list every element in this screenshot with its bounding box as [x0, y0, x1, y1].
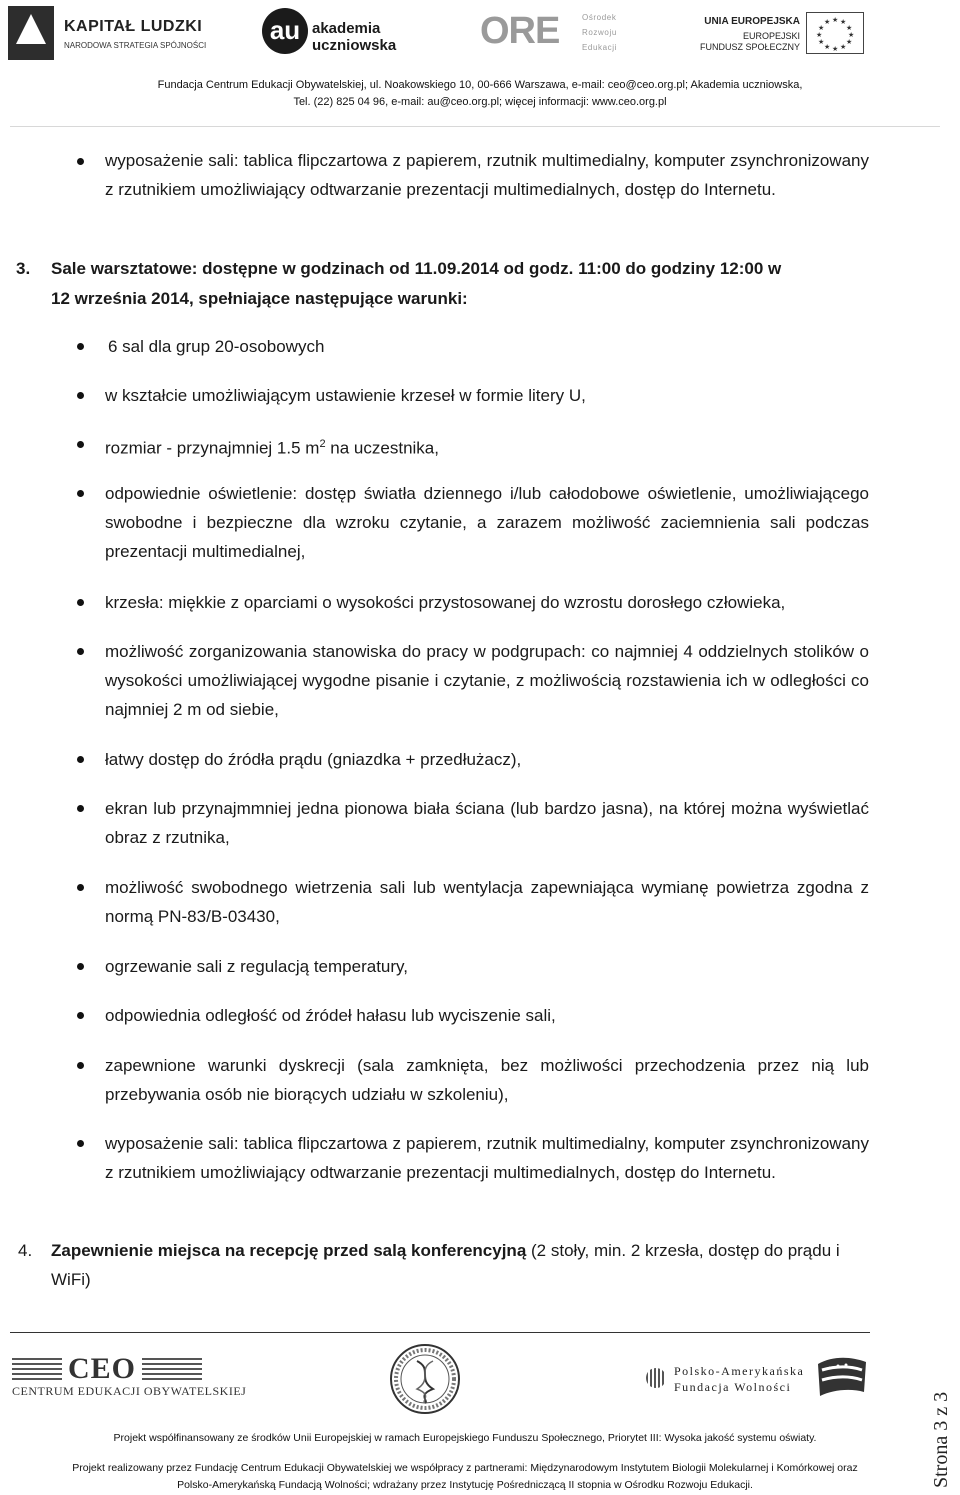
- eu-line3: FUNDUSZ SPOŁECZNY: [699, 42, 800, 52]
- bullet-icon: [77, 963, 84, 970]
- bullet-icon: [77, 884, 84, 891]
- section-3-number: 3.: [16, 259, 31, 278]
- bullet-text-3-main: rozmiar - przynajmniej 1.5 m: [105, 438, 320, 458]
- ceo-logo: [12, 1352, 247, 1400]
- bullet-icon: [77, 805, 84, 812]
- header-divider: [10, 126, 940, 127]
- bullet-text-4: odpowiednie oświetlenie: dostęp światła dziennego i/lub całodobowe oświetlenie, umożliwiającego swobodne i bezpieczne dla wzroku czytanie, a zarazem możliwość zaciemnienia sali podczas prezentacji multimedialnej,: [105, 484, 869, 561]
- footer-note-1: Projekt współfinansowany ze środków Unii Europejskiej w ramach Europejskiego Funduszu Społecznego, Priorytet III: Wysoka jakość systemu oświaty.: [113, 1432, 817, 1444]
- akademia-uczniowska-logo: [262, 4, 402, 62]
- bullet-text-2: w kształcie umożliwiającym ustawienie krzeseł w formie litery U,: [105, 386, 586, 405]
- section-3-heading-line2: 12 września 2014, spełniające następujące warunki:: [51, 289, 468, 308]
- kapital-ludzki-logo: [8, 4, 208, 62]
- bullet-text-11: odpowiednia odległość od źródeł hałasu lub wyciszenie sali,: [105, 1006, 556, 1025]
- ore-logo: [480, 4, 640, 62]
- bullet-icon: [77, 441, 84, 448]
- contact-line-1: Fundacja Centrum Edukacji Obywatelskiej, ul. Noakowskiego 10, 00-666 Warszawa, e-mail: ceo@ceo.org.pl; Akademia uczniowska,: [157, 79, 803, 91]
- pafw-flag-icon: [814, 1354, 870, 1400]
- kapital-ludzki-title: KAPITAŁ LUDZKI: [64, 18, 203, 35]
- eu-line2: EUROPEJSKI: [742, 31, 800, 41]
- bullet-icon: [77, 490, 84, 497]
- akademia-mark-icon: au: [262, 8, 308, 54]
- bullet-text-6: możliwość zorganizowania stanowiska do pracy w podgrupach: co najmniej 4 oddzielnych stolików o wysokości umożliwiającej wygodne pisanie i czytanie, z możliwością rozstawienia ich w odległości co najmniej 2 m od siebie,: [105, 642, 869, 719]
- bullet-icon: [77, 1062, 84, 1069]
- section-4-heading: Zapewnienie miejsca na recepcję przed salą konferencyjną: [51, 1241, 527, 1260]
- bullet-icon: [77, 343, 84, 350]
- eu-line1: UNIA EUROPEJSKA: [704, 16, 800, 27]
- bullet-text-3-superscript: 2: [319, 438, 326, 450]
- contact-line-2: Tel. (22) 825 04 96, e-mail: au@ceo.org.pl; więcej informacji: www.ceo.org.pl: [293, 96, 667, 108]
- akademia-line2: uczniowska: [312, 37, 397, 54]
- bullet-text-8: ekran lub przynajmmniej jedna pionowa biała ściana (lub bardzo jasna), na której można wyświetlać obraz z rzutnika,: [105, 799, 869, 847]
- bullet-icon: [77, 158, 84, 165]
- ore-line1: Ośrodek: [582, 13, 617, 22]
- pafw-emblem-icon: [646, 1368, 666, 1388]
- page-number: Strona 3 z 3: [930, 1391, 952, 1488]
- bullet-text-12: zapewnione warunki dyskrecji (sala zamknięta, bez możliwości przechodzenia przez nią lub przebywania osób nie biorących udziału w szkoleniu),: [105, 1056, 869, 1104]
- ore-line2: Rozwoju: [582, 28, 617, 37]
- section-4-number: 4.: [18, 1241, 33, 1260]
- bullet-text-3-end: na uczestnika,: [325, 438, 439, 458]
- footer-note-2: Projekt realizowany przez Fundację Centrum Edukacji Obywatelskiej we współpracy z partnerami: Międzynarodowym Instytutem Biologii Molekularnej i Komórkowej oraz: [72, 1462, 858, 1474]
- bullet-text-1: 6 sal dla grup 20-osobowych: [108, 337, 325, 356]
- bullet-icon: [77, 648, 84, 655]
- bullet-icon: [77, 392, 84, 399]
- section-4-details: (2 stoły, min. 2 krzesła, dostęp do prądu i WiFi): [51, 1241, 840, 1289]
- iimcb-seal-icon: [389, 1343, 461, 1415]
- bullet-text-5: krzesła: miękkie z oparciami o wysokości przystosowanej do wzrostu dorosłego człowieka,: [105, 593, 786, 612]
- bullet-text-10: ogrzewanie sali z regulacją temperatury,: [105, 957, 408, 976]
- bullet-text-9: możliwość swobodnego wietrzenia sali lub wentylacja zapewniająca wymianę powietrza zgodna z normą PN-83/B-03430,: [105, 878, 869, 926]
- top-bullet-text: wyposażenie sali: tablica flipczartowa z papierem, rzutnik multimedialny, komputer zsynchronizowany z rzutnikiem umożliwiający odtwarzanie prezentacji multimedialnych, dostęp do Internetu.: [105, 151, 869, 199]
- page-header: [0, 0, 960, 135]
- bullet-icon: [77, 599, 84, 606]
- bullet-icon: [77, 1140, 84, 1147]
- ceo-lines-right-icon: [142, 1358, 202, 1380]
- akademia-line1: akademia: [312, 20, 381, 37]
- section-4-text: [51, 1236, 869, 1294]
- ceo-name: CENTRUM EDUKACJI OBYWATELSKIEJ: [12, 1384, 247, 1398]
- footer-note-3: Polsko-Amerykańską Fundacją Wolności; wdrażany przez Instytucję Pośredniczącą II stopnia w Ośrodku Rozwoju Edukacji.: [177, 1479, 753, 1491]
- bullet-text-7: łatwy dostęp do źródła prądu (gniazdka + przedłużacz),: [105, 750, 522, 769]
- bullet-text-13: wyposażenie sali: tablica flipczartowa z papierem, rzutnik multimedialny, komputer zsynchronizowany z rzutnikiem umożliwiający odtwarzanie prezentacji multimedialnych, dostęp do Internetu.: [105, 1134, 869, 1182]
- ore-line3: Edukacji: [582, 43, 618, 52]
- bullet-text-3: [105, 430, 869, 463]
- header-logos: [0, 0, 960, 72]
- eu-logo: [694, 4, 864, 62]
- ore-letters: ORE: [480, 10, 560, 52]
- pafw-logo: [646, 1354, 876, 1404]
- ceo-lines-left-icon: [12, 1358, 62, 1380]
- section-3-heading-line1: Sale warsztatowe: dostępne w godzinach od 11.09.2014 od godz. 11:00 do godziny 12:00 w: [51, 259, 782, 278]
- bullet-icon: [77, 1012, 84, 1019]
- ceo-letters: CEO: [68, 1352, 137, 1385]
- pafw-line1: Polsko-Amerykańska: [674, 1364, 805, 1378]
- pafw-line2: Fundacja Wolności: [674, 1380, 792, 1394]
- eu-flag-icon: ★ ★ ★ ★ ★ ★ ★ ★ ★ ★ ★ ★: [806, 12, 864, 54]
- kapital-ludzki-subtitle: NARODOWA STRATEGIA SPÓJNOŚCI: [64, 41, 207, 50]
- bullet-icon: [77, 756, 84, 763]
- footer-divider: [10, 1332, 870, 1333]
- kapital-ludzki-emblem-icon: [8, 6, 54, 60]
